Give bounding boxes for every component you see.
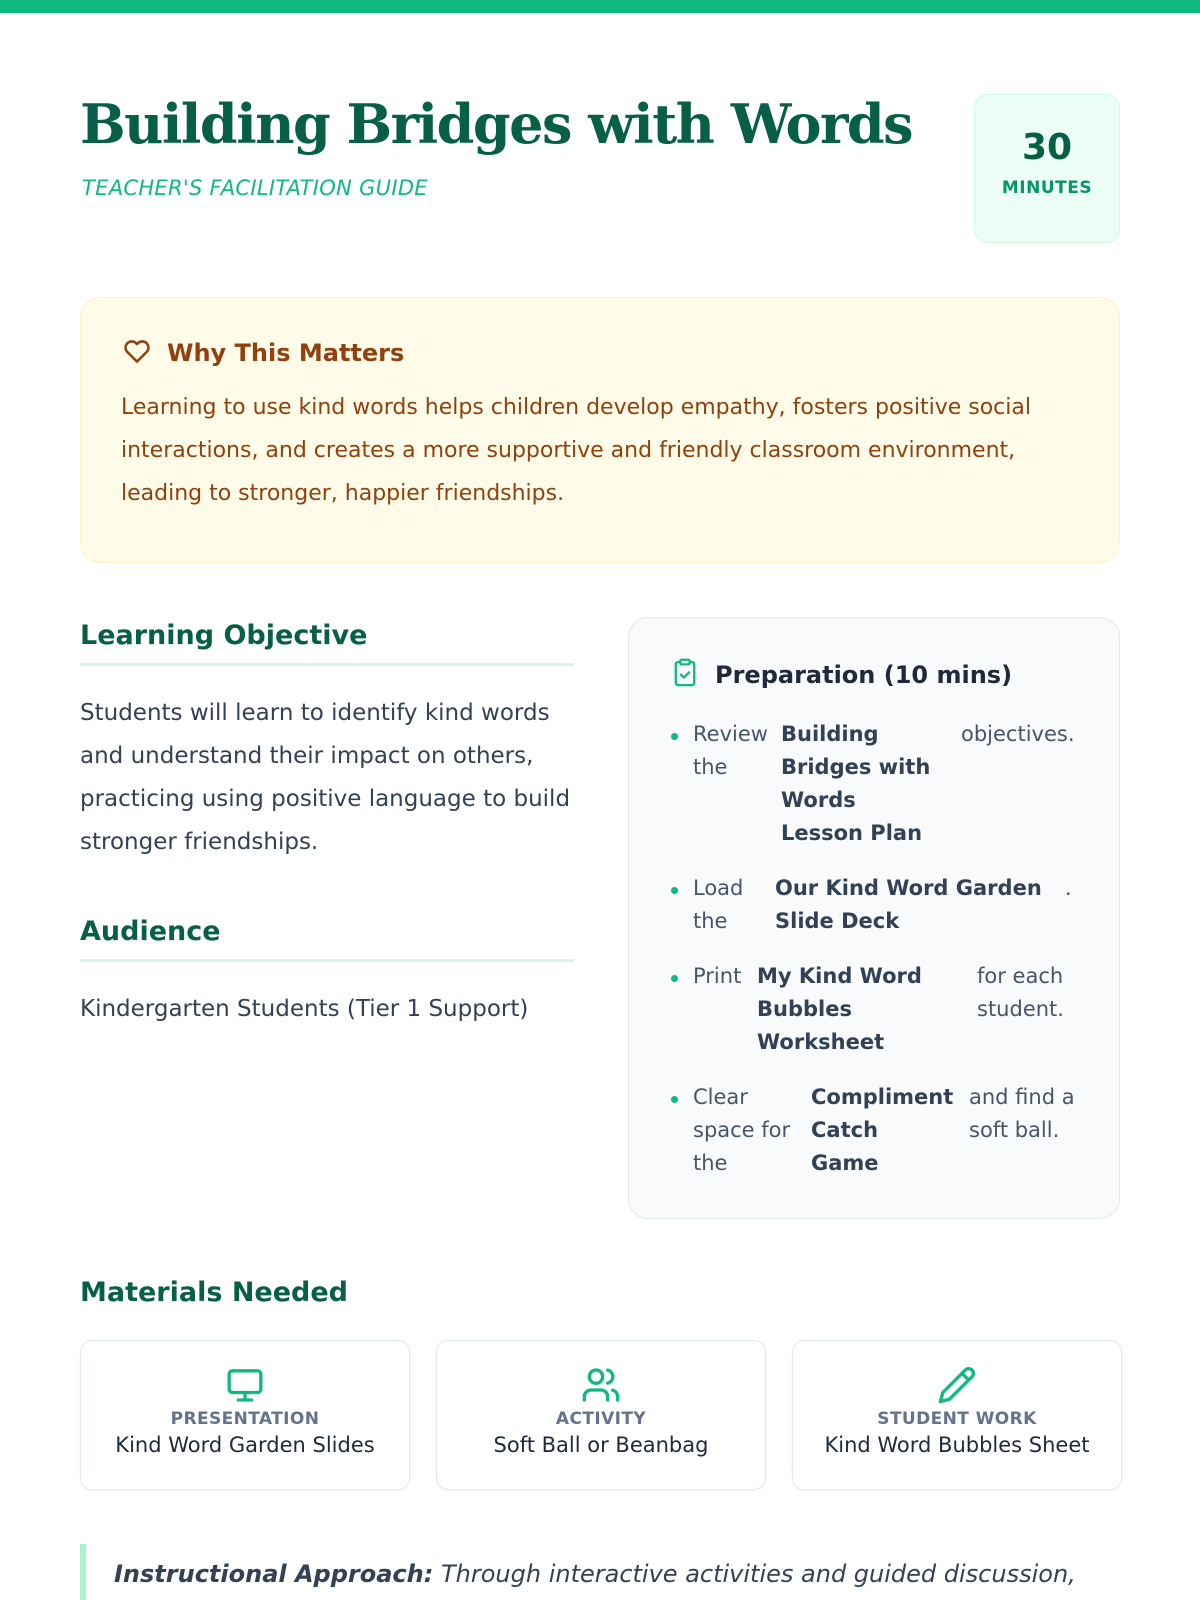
prep-item-verb: Clear space for the (693, 1085, 791, 1175)
monitor-icon (81, 1365, 409, 1405)
material-card-activity (436, 1340, 766, 1490)
preparation-list (671, 718, 1079, 1180)
top-accent-bar (0, 0, 1200, 13)
material-label: ACTIVITY (555, 1409, 647, 1429)
duration-badge (974, 94, 1120, 243)
why-text: Learning to use kind words helps children develop empathy, fosters positive social interactions, and creates a more supportive and friendly classroom environment, leading to stronger, happier friendships. (121, 395, 1031, 506)
page-title: Building Bridges with Words (80, 92, 913, 156)
left-column (80, 620, 574, 1031)
instructional-approach-note (80, 1544, 1120, 1600)
preparation-card (628, 617, 1120, 1219)
material-label: PRESENTATION (170, 1409, 320, 1429)
list-item (671, 960, 1079, 1059)
pencil-icon (793, 1365, 1121, 1405)
prep-item-detail: and find a soft ball. (969, 1085, 1075, 1142)
audience-title: Audience (80, 916, 574, 962)
prep-item-detail: for each student. (977, 964, 1064, 1021)
list-item (671, 718, 1079, 850)
bullet-dot (671, 718, 693, 850)
bullet-dot (671, 872, 693, 938)
why-this-matters-callout (80, 297, 1120, 563)
prep-item-verb: Print (693, 964, 742, 988)
material-card-student-work (792, 1340, 1122, 1490)
page-subtitle: TEACHER'S FACILITATION GUIDE (82, 176, 428, 200)
material-label: STUDENT WORK (877, 1409, 1037, 1429)
prep-item-resource: Building Bridges with Words Lesson Plan (781, 722, 931, 845)
material-name: Kind Word Bubbles Sheet (824, 1433, 1090, 1457)
preparation-title: Preparation (10 mins) (715, 661, 1013, 689)
clipboard-check-icon (671, 658, 699, 692)
heart-icon (121, 336, 153, 370)
list-item (671, 872, 1079, 938)
prep-item-resource: My Kind Word Bubbles Worksheet (757, 964, 922, 1054)
prep-item-detail: objectives. (961, 722, 1075, 746)
objective-title: Learning Objective (80, 620, 574, 666)
prep-item-verb: Review the (693, 722, 768, 779)
approach-text: Through interactive activities and guided discussion, (440, 1560, 1076, 1588)
material-name: Kind Word Garden Slides (115, 1433, 375, 1457)
prep-item-verb: Load the (693, 876, 744, 933)
duration-value: 30 (1021, 127, 1073, 168)
prep-item-detail: . (1065, 876, 1072, 900)
approach-label: Instructional Approach: (114, 1560, 434, 1588)
users-icon (437, 1365, 765, 1405)
bullet-dot (671, 960, 693, 1059)
materials-title: Materials Needed (80, 1277, 349, 1308)
prep-item-resource: Compliment Catch Game (811, 1085, 954, 1175)
bullet-dot (671, 1081, 693, 1180)
prep-item-resource: Our Kind Word Garden Slide Deck (775, 876, 1042, 933)
objective-text: Students will learn to identify kind words and understand their impact on others, practicing using positive language to build stronger friendships. (80, 700, 571, 855)
material-card-presentation (80, 1340, 410, 1490)
duration-label: MINUTES (1001, 178, 1093, 198)
audience-text: Kindergarten Students (Tier 1 Support) (80, 996, 529, 1022)
list-item (671, 1081, 1079, 1180)
why-title: Why This Matters (167, 339, 405, 367)
material-name: Soft Ball or Beanbag (493, 1433, 709, 1457)
